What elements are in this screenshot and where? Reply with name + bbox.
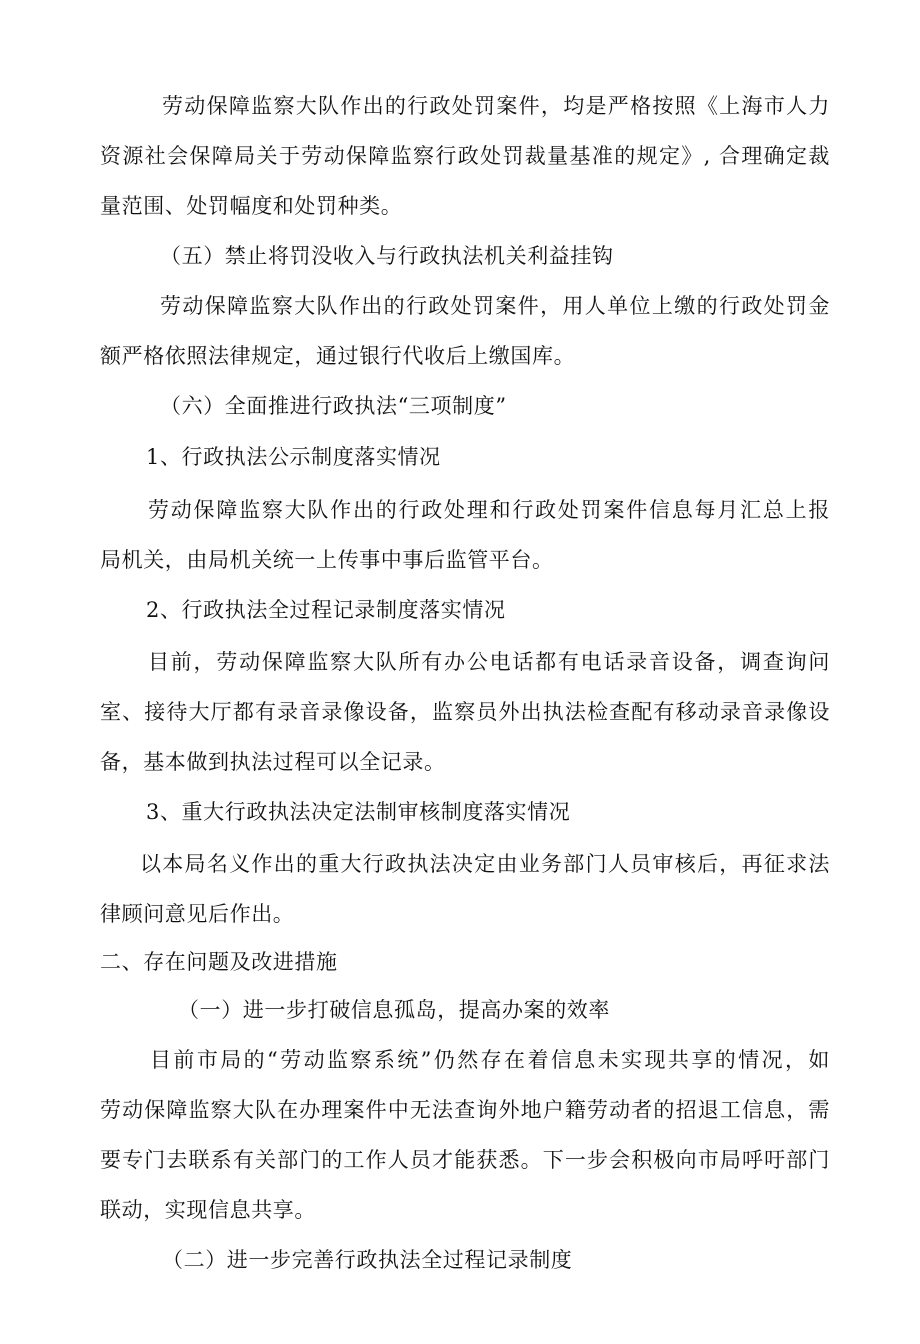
section-heading: （二）进一步完善行政执法全过程记录制度 (162, 1248, 573, 1272)
body-text-line: 室、接待大厅都有录音录像设备，监察员外出执法检查配有移动录音录像设 (100, 700, 830, 724)
body-text-line: 目前，劳动保障监察大队所有办公电话都有电话录音设备，调查询问 (148, 650, 830, 674)
section-heading: （五）禁止将罚没收入与行政执法机关利益挂钩 (160, 244, 614, 268)
body-text-line: 劳动保障监察大队在办理案件中无法查询外地户籍劳动者的招退工信息，需 (100, 1098, 830, 1122)
subsection-heading: 3、重大行政执法决定法制审核制度落实情况 (146, 800, 571, 824)
body-text-line: 联动，实现信息共享。 (100, 1198, 316, 1222)
body-text-line: 要专门去联系有关部门的工作人员才能获悉。下一步会积极向市局呼吁部门 (100, 1148, 830, 1172)
subsection-heading: 2、行政执法全过程记录制度落实情况 (146, 598, 506, 622)
body-text-line: 局机关，由局机关统一上传事中事后监管平台。 (100, 548, 554, 572)
section-heading: （一）进一步打破信息孤岛，提高办案的效率 (178, 998, 610, 1022)
body-text-line: 量范围、处罚幅度和处罚种类。 (100, 194, 403, 218)
body-text-line: 以本局名义作出的重大行政执法决定由业务部门人员审核后，再征求法 (140, 852, 830, 876)
section-heading: （六）全面推进行政执法“三项制度” (160, 394, 507, 418)
body-text-line: 资源社会保障局关于劳动保障监察行政处罚裁量基准的规定》, 合理确定裁 (100, 144, 830, 168)
body-text-line: 额严格依照法律规定，通过银行代收后上缴国库。 (100, 344, 576, 368)
body-text-line: 律顾问意见后作出。 (100, 902, 295, 926)
chapter-heading: 二、存在问题及改进措施 (100, 950, 338, 974)
body-text-line: 劳动保障监察大队作出的行政处罚案件，均是严格按照《上海市人力 (162, 94, 830, 118)
body-text-line: 劳动保障监察大队作出的行政处理和行政处罚案件信息每月汇总上报 (148, 498, 830, 522)
body-text-line: 目前市局的“劳动监察系统”仍然存在着信息未实现共享的情况，如 (150, 1048, 830, 1072)
body-text-line: 劳动保障监察大队作出的行政处罚案件，用人单位上缴的行政处罚金 (160, 294, 830, 318)
subsection-heading: 1、行政执法公示制度落实情况 (146, 445, 441, 469)
body-text-line: 备，基本做到执法过程可以全记录。 (100, 750, 446, 774)
